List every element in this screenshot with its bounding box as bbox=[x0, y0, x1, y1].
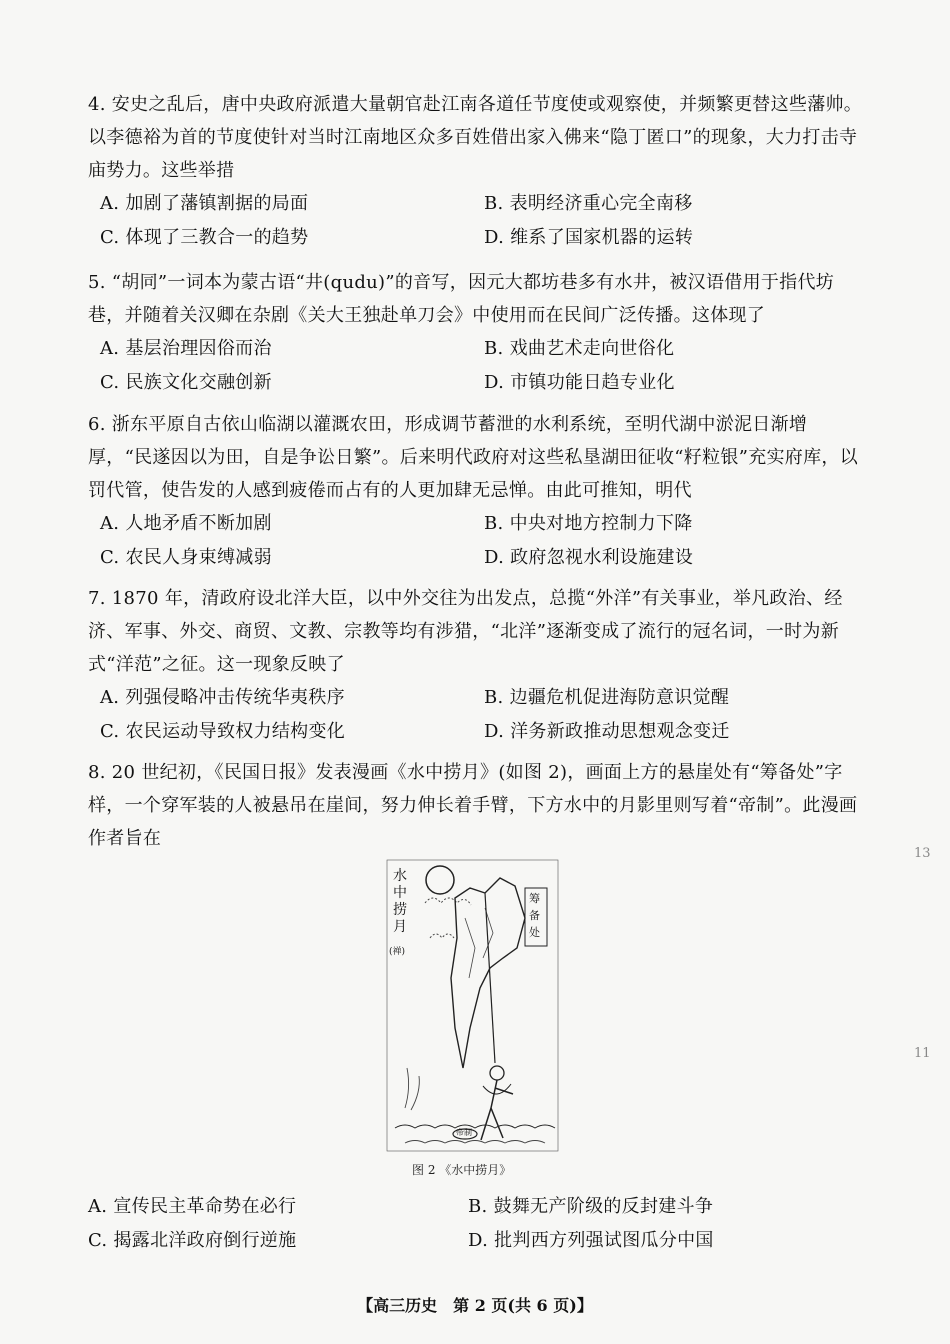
question-stem: 4. 安史之乱后，唐中央政府派遣大量朝官赴江南各道任节度使或观察使，并频繁更替这些藩帅。以李德裕为首的节度使针对当时江南地区众多百姓借出家入佛来“隐丁匿口”的现象，大力打击寺庙势力。这些举措 bbox=[88, 94, 863, 181]
option-b[interactable]: B. 鼓舞无产阶级的反封建斗争 bbox=[468, 1196, 714, 1217]
moon-reflection-text: 帝制 bbox=[456, 1128, 472, 1137]
question-4 bbox=[88, 88, 868, 255]
option-a[interactable]: A. 人地矛盾不断加剧 bbox=[100, 513, 272, 534]
option-a[interactable]: A. 宣传民主革命势在必行 bbox=[88, 1196, 297, 1217]
option-b[interactable]: B. 表明经济重心完全南移 bbox=[484, 193, 693, 214]
option-grid bbox=[88, 507, 868, 575]
option-d[interactable]: D. 维系了国家机器的运转 bbox=[484, 227, 694, 248]
option-a[interactable]: A. 基层治理因俗而治 bbox=[100, 338, 272, 359]
option-d[interactable]: D. 市镇功能日趋专业化 bbox=[484, 372, 675, 393]
cartoon-figure bbox=[385, 858, 560, 1153]
option-grid bbox=[88, 332, 868, 400]
question-8 bbox=[88, 756, 868, 855]
option-c[interactable]: C. 农民运动导致权力结构变化 bbox=[100, 721, 346, 742]
option-grid bbox=[88, 681, 868, 749]
page-footer: 【高三历史 第 2 页(共 6 页)】 bbox=[357, 1296, 593, 1315]
margin-mark: 13 bbox=[914, 846, 931, 861]
option-b[interactable]: B. 中央对地方控制力下降 bbox=[484, 513, 693, 534]
question-7 bbox=[88, 582, 868, 749]
option-c[interactable]: C. 农民人身束缚减弱 bbox=[100, 547, 272, 568]
option-grid bbox=[88, 1190, 868, 1258]
option-a[interactable]: A. 列强侵略冲击传统华夷秩序 bbox=[100, 687, 345, 708]
option-c[interactable]: C. 民族文化交融创新 bbox=[100, 372, 272, 393]
question-stem: 6. 浙东平原自古依山临湖以灌溉农田，形成调节蓄泄的水利系统，至明代湖中淤泥日渐增厚，“民遂因以为田，自是争讼日繁”。后来明代政府对这些私垦湖田征收“籽粒银”充实府库，以罚代管，使告发的人感到疲倦而占有的人更加肆无忌惮。由此可推知，明代 bbox=[88, 414, 859, 501]
question-stem: 5. “胡同”一词本为蒙古语“井(qudu)”的音写，因元大都坊巷多有水井，被汉语借用于指代坊巷，并随着关汉卿在杂剧《关大王独赴单刀会》中使用而在民间广泛传播。这体现了 bbox=[88, 272, 835, 326]
question-8-options bbox=[88, 1190, 868, 1258]
option-d[interactable]: D. 政府忽视水利设施建设 bbox=[484, 547, 694, 568]
option-grid bbox=[88, 187, 868, 255]
option-b[interactable]: B. 戏曲艺术走向世俗化 bbox=[484, 338, 675, 359]
cartoon-title-vertical: 水中捞月 bbox=[393, 868, 407, 935]
moon-shape bbox=[426, 866, 454, 894]
option-d[interactable]: D. 批判西方列强试图瓜分中国 bbox=[468, 1230, 714, 1251]
question-6 bbox=[88, 408, 868, 575]
cartoon-signature: (禅) bbox=[389, 947, 406, 957]
question-stem: 7. 1870 年，清政府设北洋大臣，以中外交往为出发点，总揽“外洋”有关事业，举凡政治、经济、军事、外交、商贸、文教、宗教等均有涉猎，“北洋”逐渐变成了流行的冠名词，一时为新式“洋范”之征。这一现象反映了 bbox=[88, 588, 843, 675]
question-stem: 8. 20 世纪初，《民国日报》发表漫画《水中捞月》(如图 2)，画面上方的悬崖处有“筹备处”字样，一个穿军装的人被悬吊在崖间，努力伸长着手臂，下方水中的月影里则写着“帝制”。此漫画作者旨在 bbox=[88, 762, 858, 849]
margin-mark: 11 bbox=[914, 1046, 931, 1061]
option-c[interactable]: C. 体现了三教合一的趋势 bbox=[100, 227, 309, 248]
cliff-sign-text: 筹备处 bbox=[529, 892, 540, 939]
figure-caption: 图 2 《水中捞月》 bbox=[412, 1163, 512, 1177]
option-c[interactable]: C. 揭露北洋政府倒行逆施 bbox=[88, 1230, 297, 1251]
question-5 bbox=[88, 266, 868, 400]
option-b[interactable]: B. 边疆危机促进海防意识觉醒 bbox=[484, 687, 730, 708]
option-d[interactable]: D. 洋务新政推动思想观念变迁 bbox=[484, 721, 730, 742]
option-a[interactable]: A. 加剧了藩镇割据的局面 bbox=[100, 193, 309, 214]
